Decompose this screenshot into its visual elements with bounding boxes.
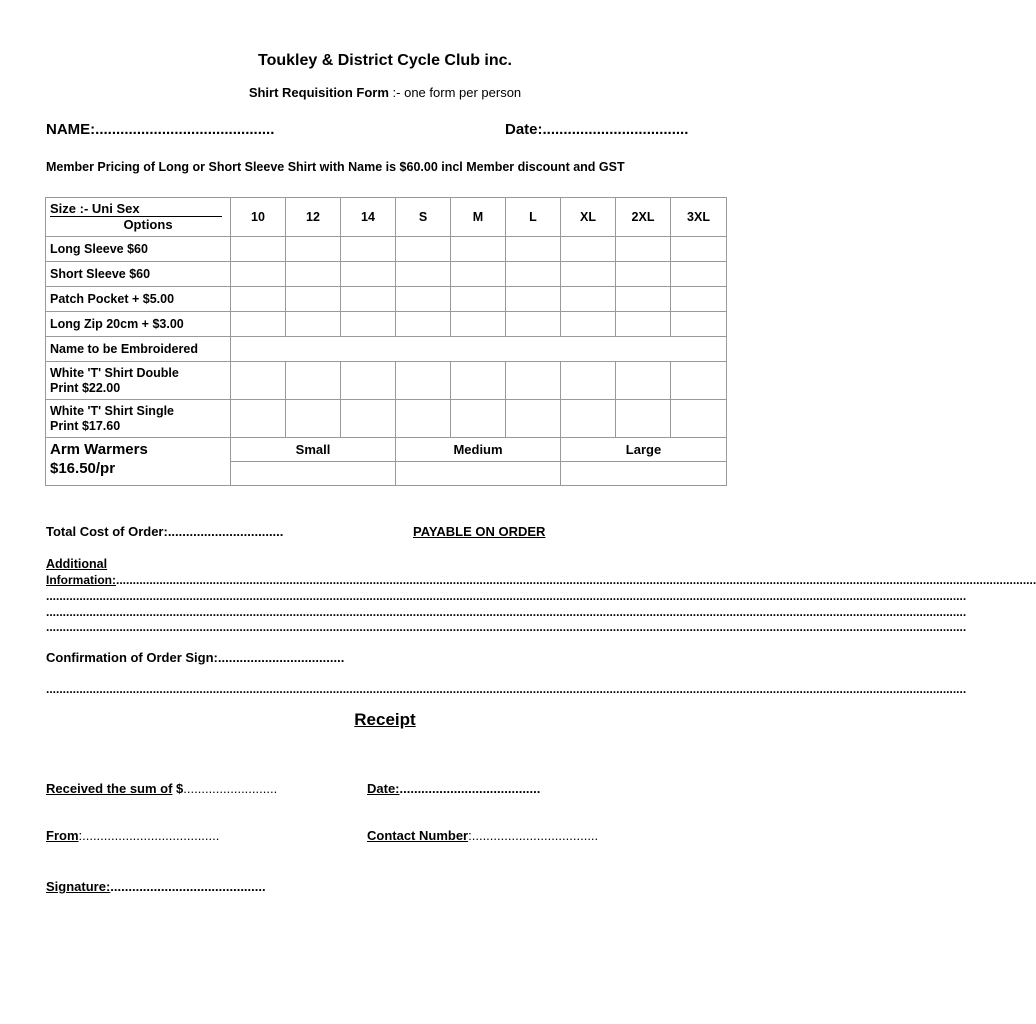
row-label-line1: White 'T' Shirt Double xyxy=(50,365,179,380)
qty-cell[interactable] xyxy=(341,287,396,312)
row-label: Long Sleeve $60 xyxy=(46,237,231,262)
table-row xyxy=(46,262,727,287)
name-label: NAME: xyxy=(46,121,96,138)
qty-cell[interactable] xyxy=(396,262,451,287)
row-label: Name to be Embroidered xyxy=(46,337,231,362)
qty-cell[interactable] xyxy=(616,237,671,262)
from-label: From xyxy=(46,828,79,843)
qty-cell[interactable] xyxy=(506,362,561,400)
qty-cell[interactable] xyxy=(561,462,727,486)
received-fill: .......................... xyxy=(183,781,278,796)
from-field[interactable] xyxy=(46,828,219,843)
received-label: Received the sum of xyxy=(46,781,173,796)
confirmation-field[interactable] xyxy=(46,650,344,665)
qty-cell[interactable] xyxy=(616,287,671,312)
name-field[interactable] xyxy=(46,121,274,138)
qty-cell[interactable] xyxy=(561,262,616,287)
additional-info-field[interactable] xyxy=(46,573,1036,587)
arm-warmers-line1: Arm Warmers xyxy=(50,441,148,458)
size-col-header: XL xyxy=(561,198,616,237)
qty-cell[interactable] xyxy=(231,400,286,438)
qty-cell[interactable] xyxy=(451,287,506,312)
qty-cell[interactable] xyxy=(671,237,727,262)
total-cost-field[interactable] xyxy=(46,524,283,539)
receipt-date-label: Date: xyxy=(367,781,400,796)
row-label: Patch Pocket + $5.00 xyxy=(46,287,231,312)
arm-size-medium: Medium xyxy=(396,438,561,462)
qty-cell[interactable] xyxy=(341,400,396,438)
qty-cell[interactable] xyxy=(671,362,727,400)
receipt-title: Receipt xyxy=(354,710,416,729)
qty-cell[interactable] xyxy=(671,287,727,312)
arm-warmers-line2: $16.50/pr xyxy=(50,460,116,477)
qty-cell[interactable] xyxy=(671,262,727,287)
qty-cell[interactable] xyxy=(341,262,396,287)
subtitle-rest: :- one form per person xyxy=(388,85,522,100)
qty-cell[interactable] xyxy=(396,287,451,312)
qty-cell[interactable] xyxy=(341,362,396,400)
contact-fill: :................................... xyxy=(468,828,599,843)
qty-cell[interactable] xyxy=(231,262,286,287)
additional-line-3[interactable]: .................................................................................................................................................................................................................................................................................... xyxy=(46,605,967,619)
qty-cell[interactable] xyxy=(286,237,341,262)
table-row xyxy=(46,287,727,312)
contact-label: Contact Number xyxy=(367,828,469,843)
qty-cell[interactable] xyxy=(396,312,451,337)
receipt-date-fill: ....................................... xyxy=(399,781,541,796)
qty-cell[interactable] xyxy=(341,237,396,262)
arm-size-small: Small xyxy=(231,438,396,462)
qty-cell[interactable] xyxy=(451,262,506,287)
embroidered-name-input[interactable] xyxy=(231,337,727,362)
arm-warmers-row xyxy=(46,438,727,462)
qty-cell[interactable] xyxy=(286,362,341,400)
qty-cell[interactable] xyxy=(616,362,671,400)
qty-cell[interactable] xyxy=(451,362,506,400)
qty-cell[interactable] xyxy=(231,362,286,400)
pricing-note: Member Pricing of Long or Short Sleeve Shirt with Name is $60.00 incl Member discount and GST xyxy=(46,160,625,174)
size-col-header: 2XL xyxy=(616,198,671,237)
qty-cell[interactable] xyxy=(286,287,341,312)
confirmation-line[interactable]: .................................................................................................................................................................................................................................................................................... xyxy=(46,682,967,696)
table-row xyxy=(46,312,727,337)
qty-cell[interactable] xyxy=(286,262,341,287)
row-label: Short Sleeve $60 xyxy=(46,262,231,287)
additional-line-4[interactable]: .................................................................................................................................................................................................................................................................................... xyxy=(46,620,967,634)
qty-cell[interactable] xyxy=(451,312,506,337)
table-row xyxy=(46,237,727,262)
name-fill: ........................................... xyxy=(95,121,275,138)
row-label: Long Zip 20cm + $3.00 xyxy=(46,312,231,337)
date-label: Date: xyxy=(505,121,543,138)
additional-line-2[interactable]: .................................................................................................................................................................................................................................................................................... xyxy=(46,589,967,603)
qty-cell[interactable] xyxy=(286,400,341,438)
total-cost-fill: ................................ xyxy=(167,524,284,539)
qty-cell[interactable] xyxy=(506,262,561,287)
confirmation-fill: ................................... xyxy=(217,650,345,665)
table-row xyxy=(46,400,727,438)
qty-cell[interactable] xyxy=(396,362,451,400)
signature-fill: ........................................... xyxy=(110,879,266,894)
arm-warmers-label xyxy=(46,438,231,486)
qty-cell[interactable] xyxy=(561,400,616,438)
row-label-line2: Print $17.60 xyxy=(50,418,121,433)
qty-cell[interactable] xyxy=(341,312,396,337)
qty-cell[interactable] xyxy=(671,312,727,337)
qty-cell[interactable] xyxy=(616,262,671,287)
qty-cell[interactable] xyxy=(396,237,451,262)
qty-cell[interactable] xyxy=(561,362,616,400)
additional-fill: .................................................................................................................................................................................................................................................................................... xyxy=(116,573,1036,587)
size-header-cell xyxy=(46,198,231,237)
size-col-header: S xyxy=(396,198,451,237)
order-table xyxy=(45,197,727,486)
qty-cell[interactable] xyxy=(231,287,286,312)
size-col-header: 3XL xyxy=(671,198,727,237)
size-col-header: 10 xyxy=(231,198,286,237)
date-field[interactable] xyxy=(505,121,688,138)
qty-cell[interactable] xyxy=(231,237,286,262)
additional-label-line2: Information: xyxy=(46,573,116,587)
additional-label-line1: Additional xyxy=(46,557,108,571)
qty-cell[interactable] xyxy=(286,312,341,337)
qty-cell[interactable] xyxy=(561,287,616,312)
name-embroidered-row xyxy=(46,337,727,362)
qty-cell[interactable] xyxy=(231,462,396,486)
received-sum-field[interactable] xyxy=(46,781,277,796)
qty-cell[interactable] xyxy=(671,400,727,438)
size-col-header: M xyxy=(451,198,506,237)
qty-cell[interactable] xyxy=(506,400,561,438)
qty-cell[interactable] xyxy=(616,312,671,337)
form-title: Toukley & District Cycle Club inc. xyxy=(258,52,512,69)
qty-cell[interactable] xyxy=(451,237,506,262)
qty-cell[interactable] xyxy=(506,287,561,312)
confirmation-label: Confirmation of Order Sign: xyxy=(46,650,218,665)
qty-cell[interactable] xyxy=(561,312,616,337)
size-col-header: 12 xyxy=(286,198,341,237)
qty-cell[interactable] xyxy=(616,400,671,438)
row-label-line2: Print $22.00 xyxy=(50,380,121,395)
date-fill: ................................... xyxy=(542,121,689,138)
total-cost-label: Total Cost of Order: xyxy=(46,524,168,539)
size-col-header: 14 xyxy=(341,198,396,237)
from-fill: :...................................... xyxy=(78,828,220,843)
qty-cell[interactable] xyxy=(561,237,616,262)
qty-cell[interactable] xyxy=(506,312,561,337)
table-row xyxy=(46,362,727,400)
contact-number-field[interactable] xyxy=(367,828,598,843)
signature-field[interactable] xyxy=(46,879,266,894)
subtitle-bold: Shirt Requisition Form xyxy=(248,85,389,100)
qty-cell[interactable] xyxy=(506,237,561,262)
size-col-header: L xyxy=(506,198,561,237)
qty-cell[interactable] xyxy=(396,400,451,438)
row-label xyxy=(46,362,231,400)
size-header-row xyxy=(46,198,727,237)
qty-cell[interactable] xyxy=(231,312,286,337)
qty-cell[interactable] xyxy=(396,462,561,486)
form-subtitle xyxy=(0,85,770,100)
row-label xyxy=(46,400,231,438)
payable-note: PAYABLE ON ORDER xyxy=(413,524,546,539)
size-header-line2: Options xyxy=(123,217,173,232)
row-label-line1: White 'T' Shirt Single xyxy=(50,403,174,418)
received-currency: $ xyxy=(172,781,184,796)
size-header-line1: Size :- Uni Sex xyxy=(50,201,222,217)
qty-cell[interactable] xyxy=(451,400,506,438)
signature-label: Signature: xyxy=(46,879,111,894)
receipt-date-field[interactable] xyxy=(367,781,540,796)
arm-size-large: Large xyxy=(561,438,727,462)
